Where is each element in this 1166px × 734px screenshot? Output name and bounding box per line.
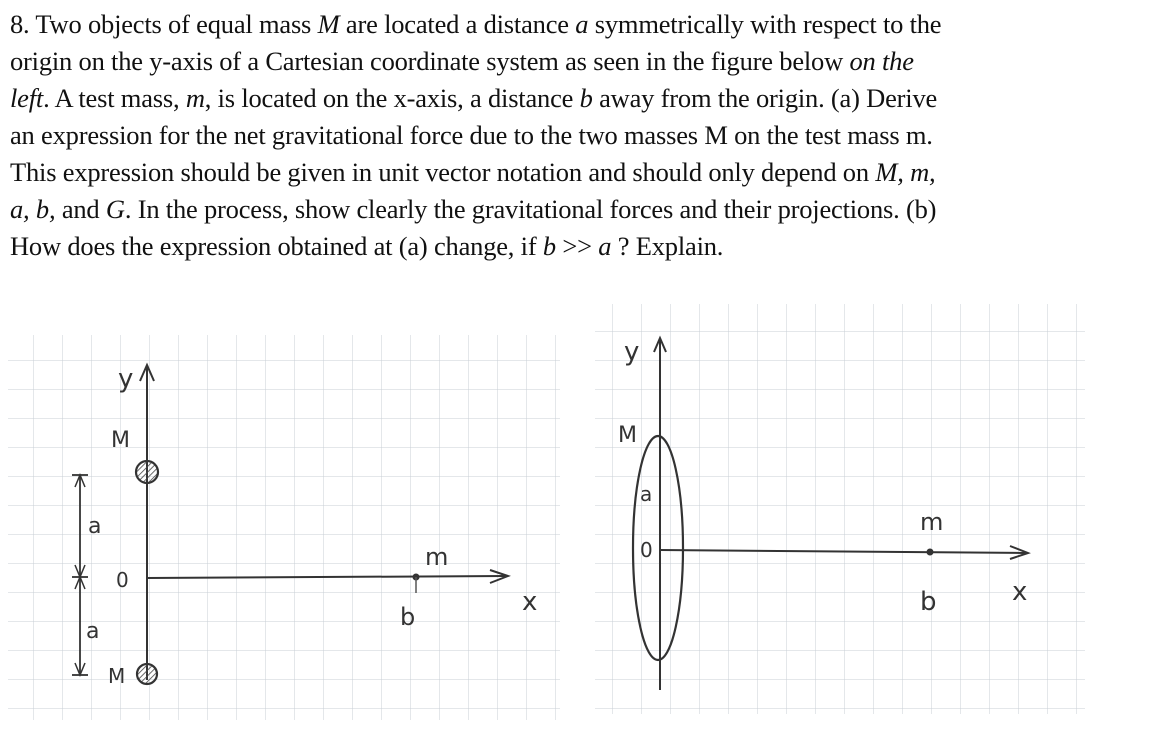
- italic-text: b: [542, 231, 556, 261]
- problem-line: [10, 80, 1156, 117]
- italic-text: left: [10, 83, 44, 113]
- italic-text: G: [105, 194, 125, 224]
- text-run: . A test mass,: [43, 83, 186, 113]
- problem-line: [10, 6, 1156, 43]
- text-run: away from the origin. (a) Derive: [592, 83, 938, 113]
- text-run: . In the process, show clearly the gravitational forces and their projections. (b): [124, 194, 937, 224]
- problem-statement: [10, 6, 1156, 265]
- mass-top-icon: [136, 461, 158, 483]
- mass-bottom-icon: [137, 664, 157, 684]
- text-run: and: [55, 194, 106, 224]
- b-label: b: [400, 603, 416, 631]
- italic-text: a, b,: [10, 194, 56, 224]
- test-mass-icon: [927, 549, 934, 556]
- figure-left: [0, 325, 580, 725]
- test-mass-label: m: [425, 543, 449, 571]
- mass-bottom-label: M: [108, 664, 126, 688]
- italic-text: m: [185, 83, 205, 113]
- x-axis-label: x: [522, 587, 538, 617]
- problem-line: [10, 191, 1156, 228]
- a-label: a: [640, 482, 653, 506]
- origin-label: 0: [116, 568, 129, 592]
- y-axis-label: y: [624, 337, 640, 367]
- text-run: This expression should be given in unit vector notation and should only depend on: [10, 157, 876, 187]
- b-label: b: [920, 587, 937, 617]
- figure-right: [580, 300, 1090, 720]
- mass-label: M: [618, 423, 637, 448]
- text-run: >>: [555, 231, 599, 261]
- text-run: ? Explain.: [611, 231, 724, 261]
- italic-text: on the: [849, 46, 914, 76]
- text-run: , is located on the x-axis, a distance: [204, 83, 580, 113]
- x-axis-label: x: [1012, 577, 1028, 607]
- problem-line: [10, 228, 1156, 265]
- grid-paper: [595, 304, 1085, 714]
- italic-text: M: [317, 9, 340, 39]
- problem-line: [10, 154, 1156, 191]
- italic-text: a: [575, 9, 589, 39]
- y-axis-label: y: [118, 364, 134, 394]
- text-run: How does the expression obtained at (a) change, if: [10, 231, 543, 261]
- italic-text: b: [579, 83, 593, 113]
- a-top-label: a: [88, 514, 102, 539]
- problem-line: [10, 43, 1156, 80]
- text-run: 8. Two objects of equal mass: [10, 9, 318, 39]
- origin-label: 0: [640, 538, 653, 562]
- a-bottom-label: a: [86, 619, 100, 644]
- problem-line: [10, 117, 1156, 154]
- text-run: an expression for the net gravitational force due to the two masses M on the test mass m.: [10, 120, 933, 150]
- italic-text: a: [598, 231, 612, 261]
- text-run: origin on the y-axis of a Cartesian coordinate system as seen in the figure below: [10, 46, 850, 76]
- italic-text: M, m,: [875, 157, 936, 187]
- test-mass-label: m: [920, 508, 944, 536]
- mass-top-label: M: [111, 428, 130, 453]
- text-run: symmetrically with respect to the: [588, 9, 942, 39]
- text-run: are located a distance: [339, 9, 576, 39]
